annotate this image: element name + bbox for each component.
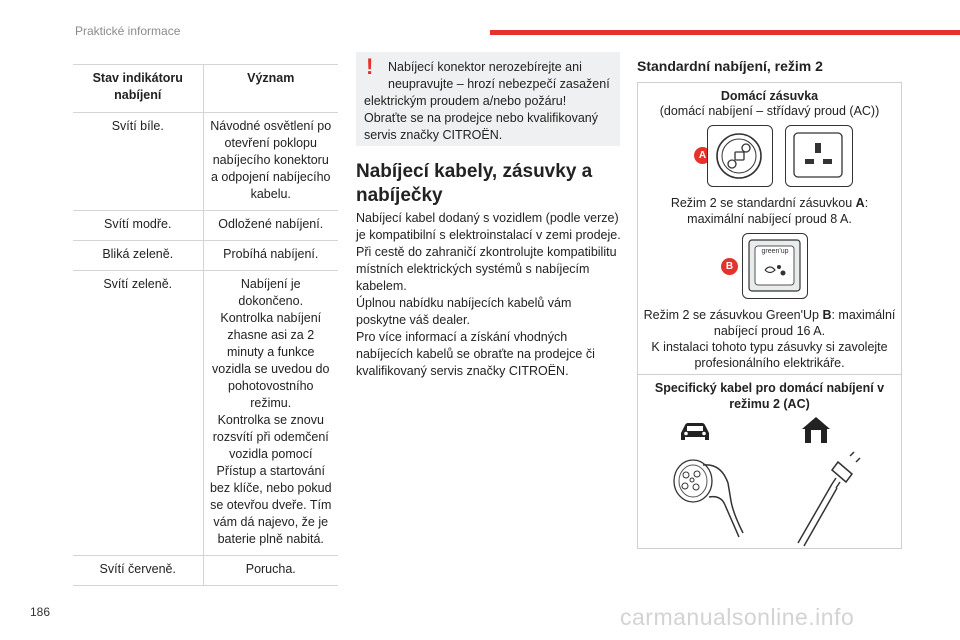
standard-charging-title: Standardní nabíjení, režim 2 — [637, 58, 823, 74]
french-socket-icon — [707, 125, 773, 187]
table-row — [73, 241, 338, 271]
charging-plug-icon — [673, 453, 753, 548]
mode-a-suffix: : — [864, 196, 869, 210]
greenup-socket-icon — [742, 233, 808, 299]
badge-a: A — [694, 147, 711, 164]
charging-indicator-table — [73, 64, 338, 586]
exclamation-icon: ! — [366, 54, 374, 79]
mode-b-letter: B — [822, 308, 832, 322]
running-header: Praktické informace — [75, 24, 181, 38]
column-header-meaning: Význam — [247, 71, 295, 85]
household-plug-icon — [788, 448, 873, 553]
panel-divider — [638, 374, 901, 375]
table-row — [73, 211, 338, 241]
table-cell-status: Svítí zeleně. — [73, 271, 203, 556]
warning-box — [356, 52, 620, 146]
cable-heading-line1: Specifický kabel pro domácí nabíjení v — [654, 381, 885, 395]
mode-b-line4: profesionálního elektrikáře. — [694, 356, 845, 370]
warning-line-1: Nabíjecí konektor nerozebírejte ani neupravujte – hrozí nebezpečí zasažení — [388, 60, 610, 91]
table-cell-status: Svítí bíle. — [73, 113, 203, 211]
table-cell-status: Bliká zeleně. — [73, 241, 203, 271]
uk-socket-icon — [785, 125, 853, 187]
table-row — [73, 113, 338, 211]
panel-heading: Domácí zásuvka — [720, 89, 819, 103]
greenup-label: green'up — [761, 248, 789, 255]
panel-subheading: (domácí nabíjení – střídavý proud (AC)) — [659, 104, 880, 118]
warning-line-2: elektrickým proudem a/nebo požáru! Obraťte se na prodejce nebo kvalifikovaný servis značky CITROËN. — [364, 94, 598, 142]
mode-b-line1 — [638, 307, 901, 324]
table-header-row — [73, 65, 338, 113]
warning-text — [364, 54, 612, 144]
table-cell-meaning: Odložené nabíjení. — [218, 217, 324, 231]
section-title: Nabíjecí kabely, zásuvky a nabíječky — [356, 161, 593, 206]
mode-a-prefix: Režim 2 se standardní zásuvkou — [670, 196, 856, 210]
cable-heading-line2: režimu 2 (AC) — [729, 397, 810, 411]
mode-b-prefix: Režim 2 se zásuvkou Green'Up — [643, 308, 823, 322]
home-icon — [801, 416, 831, 449]
table-row — [73, 556, 338, 586]
table-cell-status: Svítí modře. — [73, 211, 203, 241]
mode-a-line1 — [638, 195, 901, 212]
car-icon — [678, 421, 712, 448]
mode-b-line3: K instalaci tohoto typu zásuvky si zavolejte — [651, 340, 888, 354]
mode-a-letter: A — [855, 196, 865, 210]
badge-b: B — [721, 258, 738, 275]
column-header-status: Stav indikátoru nabíjení — [73, 65, 203, 113]
table-cell-meaning: Porucha. — [245, 562, 296, 576]
home-socket-panel — [637, 82, 902, 549]
mode-b-suffix: : maximální — [831, 308, 896, 322]
table-cell-meaning: Návodné osvětlení po otevření poklopu nabíjecího konektoru a odpojení nabíjecího kabelu. — [210, 119, 332, 201]
mode-a-line2: maximální nabíjecí proud 8 A. — [687, 212, 852, 226]
table-cell-meaning: Probíhá nabíjení. — [223, 247, 319, 261]
table-cell-status: Svítí červeně. — [73, 556, 203, 586]
table-cell-meaning: Nabíjení je dokončeno. Kontrolka nabíjení zhasne asi za 2 minuty a funkce vozidla se uvedou do pohotovostního režimu. Kontrolka se znovu rozsvítí při odemčení vozidla pomocí Přístup a startování bez klíče, nebo pokud se otevřou dveře. Tím vám dá najevo, že je baterie plně nabitá. — [209, 277, 332, 546]
section-body: Nabíjecí kabel dodaný s vozidlem (podle verze) je kompatibilní s elektroinstalací v zemi prodeje. Při cestě do zahraničí zkontrolujte kompatibilitu místních elektrických systémů s nabíjecím kabelem. Úplnou nabídku nabíjecích kabelů vám poskytne váš dealer. Pro více informací a získání vhodných nabíjecích kabelů se obraťte na prodejce či kvalifikovaný servis značky CITROËN. — [356, 211, 621, 378]
table-row — [73, 271, 338, 556]
watermark: carmanualsonline.info — [620, 604, 855, 630]
mode-b-line2: nabíjecí proud 16 A. — [713, 324, 826, 338]
accent-bar — [490, 30, 960, 35]
page-number: 186 — [30, 605, 51, 619]
